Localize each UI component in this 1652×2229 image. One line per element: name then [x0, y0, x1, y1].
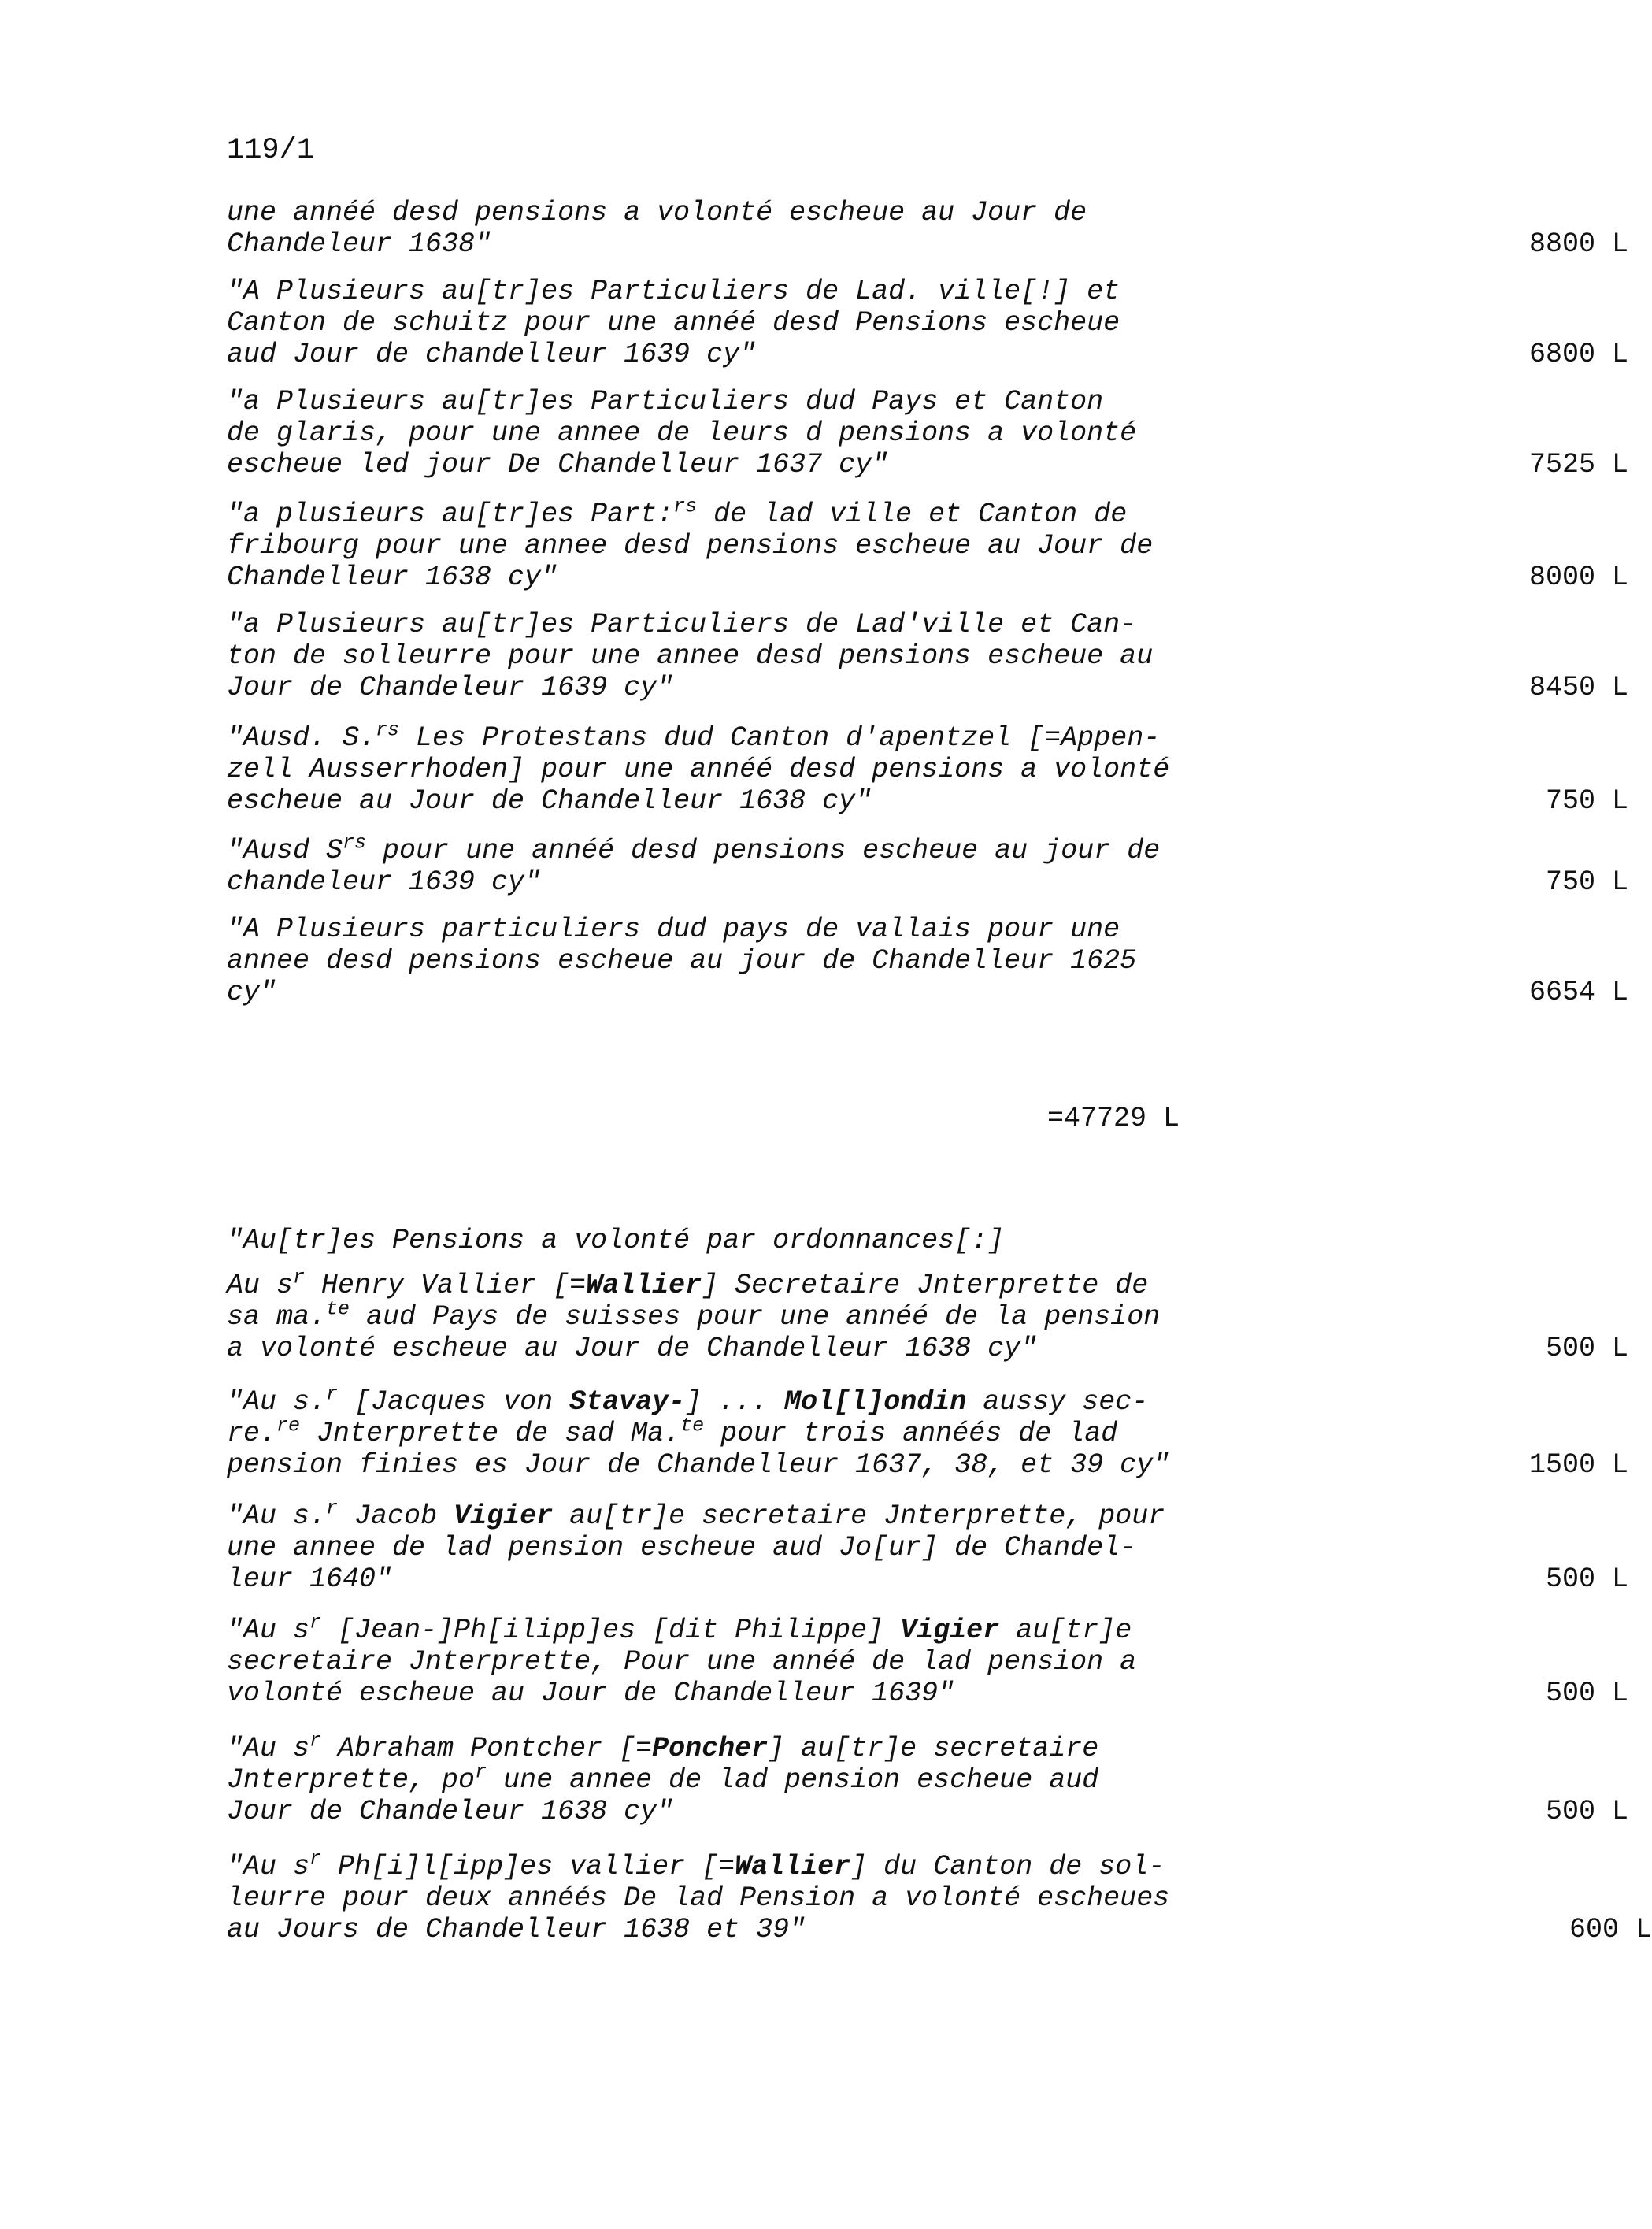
page-number: 119/1 [227, 134, 315, 167]
ledger-entry [227, 1266, 1628, 1364]
entry-amount: 600 L [1569, 1914, 1652, 1945]
ledger-entry [227, 1611, 1628, 1709]
entry-text: "Au $s^r$ [Jean-]Ph[ilipp]es [dit Philippe] Vigier au[tr]e secretaire Jnterprette, Pour une annéé de lad pension a volonté escheue au Jour de Chandelleur 1639" [227, 1611, 1137, 1709]
section-heading: "Au[tr]es Pensions a volonté par ordonnances[:] [227, 1225, 1005, 1256]
entry-text: "a Plusieurs au[tr]es Particuliers dud Pays et Canton de glaris, pour une annee de leurs d pensions a volonté escheue led jour De Chandelleur 1637 cy" [227, 386, 1137, 480]
entry-amount: 1500 L [1528, 1449, 1628, 1481]
ledger-entry [227, 609, 1628, 703]
entry-text: "A Plusieurs au[tr]es Particuliers de Lad. ville[!] et Canton de schuitz pour une annéé desd Pensions escheue aud Jour de chandelleur 1639 cy" [227, 276, 1120, 370]
entry-text: "Au s.$^r$ Jacob Vigier au[tr]e secretaire Jnterprette, pour une annee de lad pension escheue aud Jo[ur] de Chandel- leur 1640" [227, 1497, 1165, 1595]
total-amount: =47729 L [1047, 1103, 1180, 1134]
entry-amount: 8000 L [1528, 562, 1628, 593]
ledger-entry [227, 1729, 1628, 1827]
ledger-entry [227, 276, 1628, 370]
entry-amount: 750 L [1545, 785, 1628, 817]
entry-text: "A Plusieurs particuliers dud pays de vallais pour une annee desd pensions escheue au jour de Chandelleur 1625 cy" [227, 914, 1137, 1008]
ledger-entry [227, 495, 1628, 593]
entry-amount: 6800 L [1528, 339, 1628, 370]
entry-amount: 500 L [1545, 1333, 1628, 1364]
ledger-entry [227, 1847, 1652, 1945]
entry-amount: 500 L [1545, 1563, 1628, 1595]
ledger-entry [227, 718, 1628, 817]
entry-text: "Au s.$^r$ [Jacques von Stavay-] ... Mol[l]ondin aussy sec- re.$^{re}$ Jnterprette de sad Ma.$^{te}$ pour trois annéés de lad pension finies es Jour de Chandelleur 1637, 38, et 39 cy" [227, 1382, 1170, 1481]
entry-amount: 8450 L [1528, 672, 1628, 703]
entry-text: "Au $s^r$ Abraham Pontcher [=Poncher] au[tr]e secretaire Jnterprette, $po^r$ une annee de lad pension escheue aud Jour de Chandeleur 1638 cy" [227, 1729, 1099, 1827]
entry-amount: 6654 L [1528, 977, 1628, 1008]
entry-text: "Ausd $S^{rs}$ pour une annéé desd pensions escheue au jour de chandeleur 1639 cy" [227, 831, 1161, 898]
entry-amount: 500 L [1545, 1796, 1628, 1827]
ledger-entry [227, 914, 1628, 1008]
entry-text: "a plusieurs au[tr]es Part:$^{rs}$ de lad ville et Canton de fribourg pour une annee desd pensions escheue au Jour de Chandelleur 1638 cy" [227, 495, 1154, 593]
entry-amount: 750 L [1545, 866, 1628, 898]
ledger-entry [227, 831, 1628, 898]
entry-text: Au $s^r$ Henry Vallier [=Wallier] Secretaire Jnterprette de sa ma.$^{te}$ aud Pays de suisses pour une annéé de la pension a volonté escheue au Jour de Chandelleur 1638 cy" [227, 1266, 1161, 1364]
entry-text: "Au $s^r$ Ph[i]l[ipp]es vallier [=Wallier] du Canton de sol- leurre pour deux annéés De lad Pension a volonté escheues au Jours de Chandelleur 1638 et 39" [227, 1847, 1170, 1945]
entry-text: "Ausd. S.$^{rs}$ Les Protestans dud Canton d'apentzel [=Appen- zell Ausserrhoden] pour une annéé desd pensions a volonté escheue au Jour de Chandelleur 1638 cy" [227, 718, 1170, 817]
entry-amount: 8800 L [1528, 228, 1628, 260]
entry-text: une annéé desd pensions a volonté escheue au Jour de Chandeleur 1638" [227, 197, 1087, 260]
ledger-entry [227, 1382, 1628, 1481]
ledger-entry [227, 1497, 1628, 1595]
ledger-entry [227, 386, 1628, 480]
entry-amount: 500 L [1545, 1678, 1628, 1709]
ledger-entry [227, 197, 1628, 260]
entry-text: "a Plusieurs au[tr]es Particuliers de Lad'ville et Can- ton de solleurre pour une annee desd pensions escheue au Jour de Chandeleur 1639 cy" [227, 609, 1154, 703]
entry-amount: 7525 L [1528, 449, 1628, 480]
